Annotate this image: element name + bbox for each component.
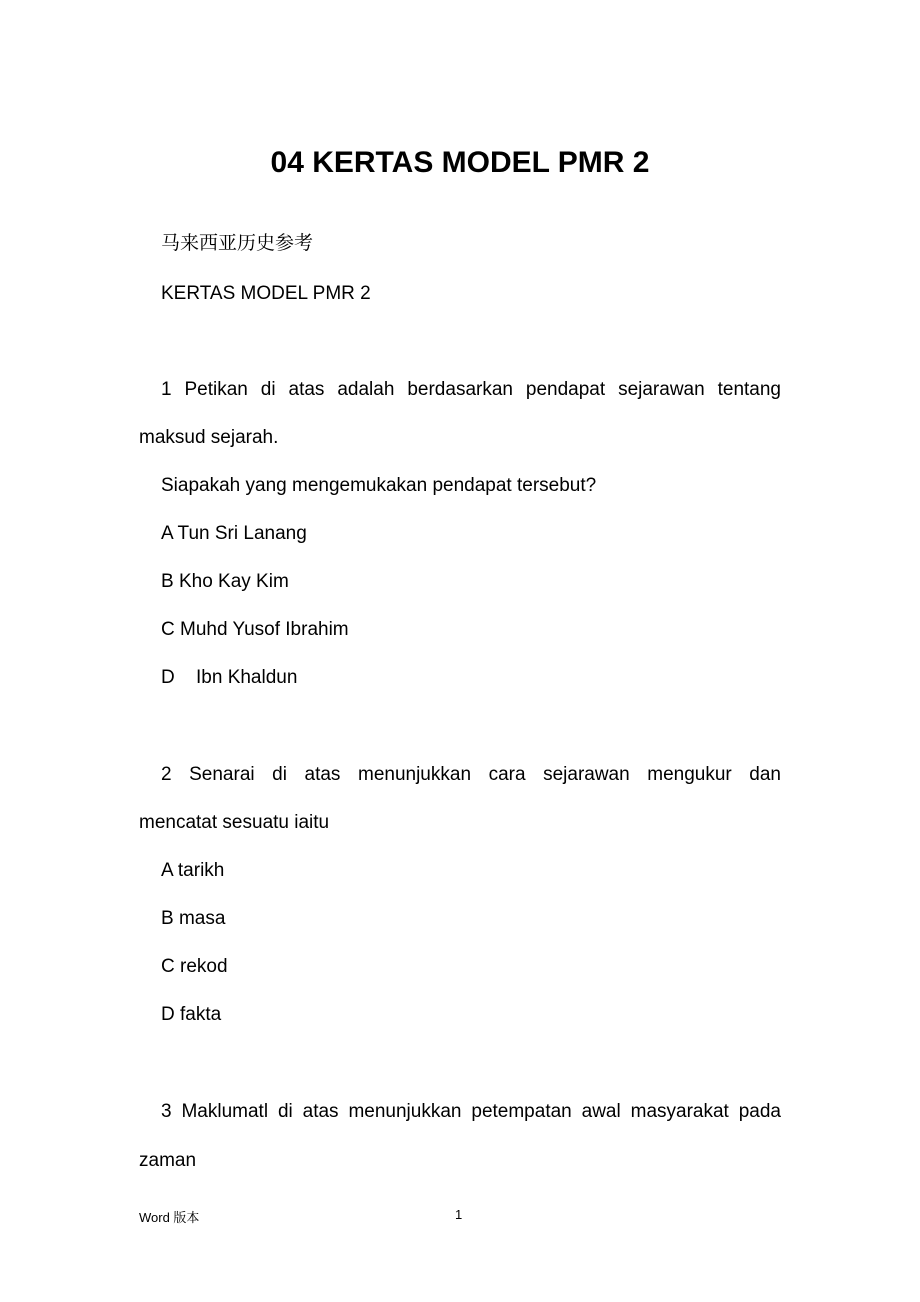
q1-option-d-text: Ibn Khaldun xyxy=(196,667,298,688)
q1-text-line2: maksud sejarah. xyxy=(139,427,279,448)
document-title: 04 KERTAS MODEL PMR 2 xyxy=(270,146,650,179)
q2-option-a: A tarikh xyxy=(161,860,225,881)
subtitle: KERTAS MODEL PMR 2 xyxy=(161,283,371,304)
q2-option-d: D fakta xyxy=(161,1004,222,1025)
q1-option-d-letter: D xyxy=(161,667,175,688)
q3-text-line1: 3 Maklumatl di atas menunjukkan petempatan awal masyarakat pada xyxy=(161,1101,781,1122)
q2-option-c: C rekod xyxy=(161,956,228,977)
q2-text-line1: 2 Senarai di atas menunjukkan cara sejarawan mengukur dan xyxy=(161,764,781,785)
footer-label: Word 版本 xyxy=(139,1210,200,1225)
q1-prompt: Siapakah yang mengemukakan pendapat tersebut? xyxy=(161,475,597,496)
q2-text-line2: mencatat sesuatu iaitu xyxy=(139,812,330,833)
q2-option-b: B masa xyxy=(161,908,226,929)
q1-text-line1: 1 Petikan di atas adalah berdasarkan pendapat sejarawan tentang xyxy=(161,379,781,400)
q1-option-b: B Kho Kay Kim xyxy=(161,571,289,592)
page-number: 1 xyxy=(455,1207,463,1222)
q1-option-d xyxy=(161,666,297,690)
q3-text-line2: zaman xyxy=(139,1150,197,1171)
subtitle-chinese: 马来西亚历史参考 xyxy=(161,233,314,254)
q1-option-a: A Tun Sri Lanang xyxy=(161,523,307,544)
q1-option-c: C Muhd Yusof Ibrahim xyxy=(161,619,349,640)
